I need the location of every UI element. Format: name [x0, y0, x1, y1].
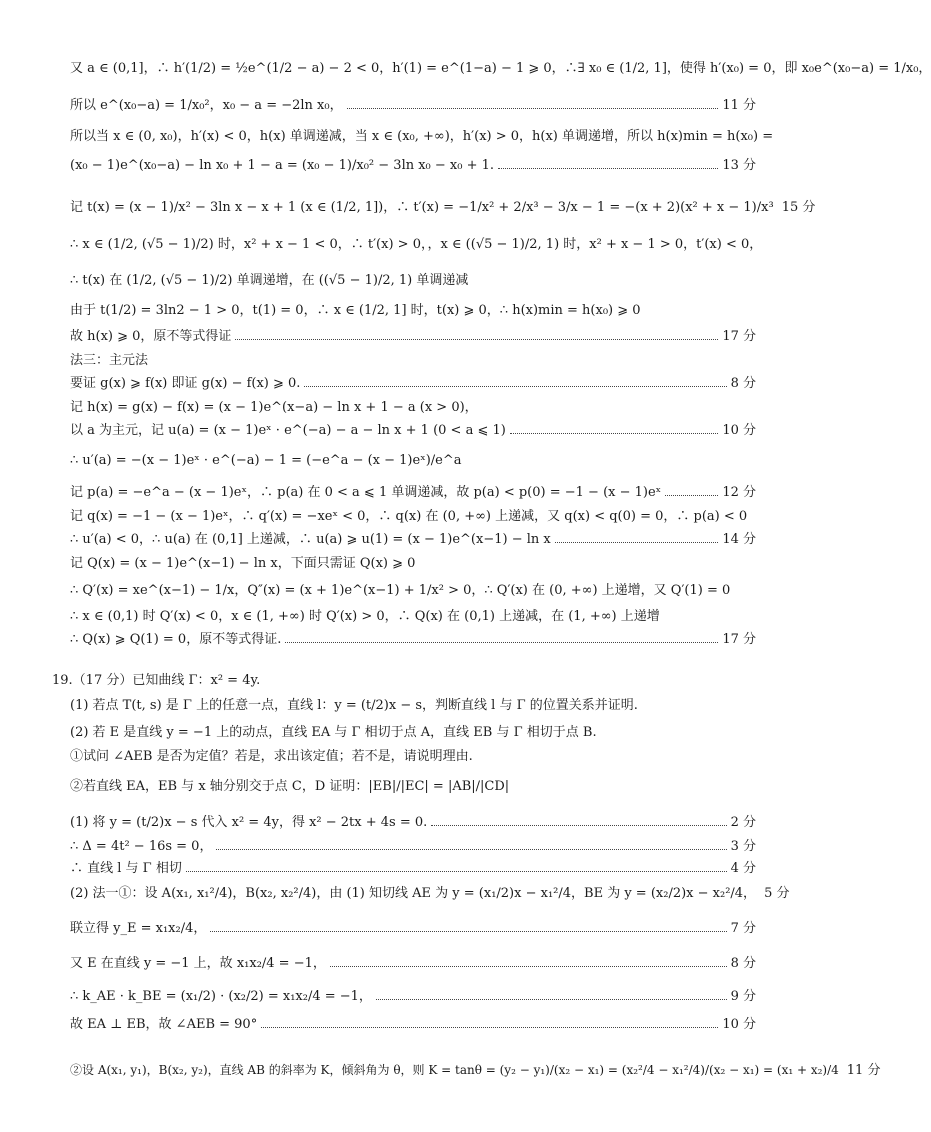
dot-leader: [555, 542, 719, 543]
dot-leader: [285, 642, 718, 643]
line-text: ①试问 ∠AEB 是否为定值？若是，求出该定值；若不是，请说明理由.: [70, 749, 473, 764]
line-text: 又 E 在直线 y = −1 上，故 x₁x₂/4 = −1，: [70, 956, 326, 971]
score-mark: 10 分: [722, 1017, 756, 1032]
solution-line: [70, 885, 790, 902]
line-text: ②设 A(x₁, y₁)，B(x₂, y₂)，直线 AB 的斜率为 K，倾斜角为 θ，则 K = tanθ = (y₂ − y₁)/(x₂ − x₁) = (x₂²/4 − x₁²/4)/(x₂ − x₁) = (x₁ + x₂)/4: [70, 1063, 839, 1077]
score-mark: 4 分: [730, 861, 756, 876]
score-mark: 15 分: [781, 200, 816, 215]
problem-heading: [52, 672, 756, 689]
solution-line: [70, 920, 756, 937]
dot-leader: [235, 339, 718, 340]
problem-title: 19.（17 分）已知曲线 Γ：x² = 4y.: [52, 673, 261, 688]
dot-leader: [347, 108, 719, 109]
score-mark: 11 分: [722, 98, 756, 113]
line-text: 由于 t(1/2) = 3ln2 − 1 > 0，t(1) = 0，∴ x ∈ (1/2, 1] 时，t(x) ⩾ 0，∴ h(x)min = h(x₀) ⩾ 0: [70, 303, 641, 318]
score-mark: 17 分: [722, 632, 756, 647]
dot-leader: [330, 966, 727, 967]
dot-leader: [510, 433, 718, 434]
line-text: ∴ t(x) 在 (1/2, (√5 − 1)/2) 单调递增，在 ((√5 − 1)/2, 1) 单调递减: [70, 273, 469, 288]
solution-line: [70, 399, 756, 416]
score-mark: 5 分: [764, 886, 790, 901]
line-text: 联立得 y_E = x₁x₂/4，: [70, 921, 207, 936]
line-text: (2) 法一①：设 A(x₁, x₁²/4)，B(x₂, x₂²/4)，由 (1) 知切线 AE 为 y = (x₁/2)x − x₁²/4，BE 为 y = (x₂/2)x − x₂²/4，: [70, 886, 757, 901]
solution-line: [70, 236, 763, 253]
score-mark: 12 分: [722, 485, 756, 500]
line-text: 又 a ∈ (0,1]，∴ h′(1/2) = ½e^(1/2 − a) − 2 < 0，h′(1) = e^(1−a) − 1 ⩾ 0，∴∃ x₀ ∈ (1/2, 1]，使得 h′(x₀) = 0，即 x₀e^(x₀−a) = 1/x₀，: [70, 61, 931, 76]
line-text: (x₀ − 1)e^(x₀−a) − ln x₀ + 1 − a = (x₀ − 1)/x₀² − 3ln x₀ − x₀ + 1.: [70, 158, 495, 173]
score-mark: 8 分: [730, 376, 756, 391]
solution-line: [70, 128, 774, 145]
line-text: 要证 g(x) ⩾ f(x) 即证 g(x) − f(x) ⩾ 0.: [70, 376, 301, 391]
line-text: 记 t(x) = (x − 1)/x² − 3ln x − x + 1 (x ∈ (1/2, 1])，∴ t′(x) = −1/x² + 2/x³ − 3/x − 1 = −(x + 2)(x² + x − 1)/x³: [70, 200, 774, 215]
solution-line: [70, 508, 756, 525]
line-text: ∴ x ∈ (1/2, (√5 − 1)/2) 时，x² + x − 1 < 0，∴ t′(x) > 0，，x ∈ ((√5 − 1)/2, 1) 时，x² + x − 1 > 0，t′(x) < 0，: [70, 237, 763, 252]
dot-leader: [376, 999, 727, 1000]
line-text: ∴ k_AE · k_BE = (x₁/2) · (x₂/2) = x₁x₂/4 = −1，: [70, 989, 372, 1004]
dot-leader: [665, 495, 718, 496]
score-mark: 2 分: [730, 815, 756, 830]
dot-leader: [210, 931, 726, 932]
solution-line: [70, 97, 756, 114]
solution-line: [70, 452, 756, 469]
dot-leader: [498, 168, 718, 169]
line-text: 记 q(x) = −1 − (x − 1)eˣ，∴ q′(x) = −xeˣ < 0，∴ q(x) 在 (0, +∞) 上递减，又 q(x) < q(0) = 0，∴ p(a) < 0: [70, 509, 748, 524]
solution-line: [70, 60, 931, 77]
solution-line: [70, 352, 756, 369]
line-text: 以 a 为主元，记 u(a) = (x − 1)eˣ · e^(−a) − a − ln x + 1 (0 < a ⩽ 1): [70, 423, 506, 438]
line-text: 记 p(a) = −e^a − (x − 1)eˣ，∴ p(a) 在 0 < a ⩽ 1 单调递减，故 p(a) < p(0) = −1 − (x − 1)eˣ: [70, 485, 662, 500]
line-text: (1) 若点 T(t, s) 是 Γ 上的任意一点，直线 l：y = (t/2)x − s，判断直线 l 与 Γ 的位置关系并证明.: [70, 698, 638, 713]
score-mark: 3 分: [730, 839, 756, 854]
solution-line: [70, 1062, 881, 1079]
line-text: ∴ Q′(x) = xe^(x−1) − 1/x，Q″(x) = (x + 1)e^(x−1) + 1/x² > 0，∴ Q′(x) 在 (0, +∞) 上递增，又 Q′(1) = 0: [70, 583, 731, 598]
solution-line: [70, 531, 756, 548]
solution-line: [70, 838, 756, 855]
line-text: (2) 若 E 是直线 y = −1 上的动点，直线 EA 与 Γ 相切于点 A，直线 EB 与 Γ 相切于点 B.: [70, 725, 597, 740]
dot-leader: [261, 1027, 718, 1028]
line-text: (1) 将 y = (t/2)x − s 代入 x² = 4y，得 x² − 2tx + 4s = 0.: [70, 815, 428, 830]
problem-line: [70, 778, 756, 795]
line-text: ∴ u′(a) < 0，∴ u(a) 在 (0,1] 上递减，∴ u(a) ⩾ u(1) = (x − 1)e^(x−1) − ln x: [70, 532, 551, 547]
score-mark: 11 分: [846, 1063, 881, 1078]
solution-line: [70, 631, 756, 648]
line-text: 所以 e^(x₀−a) = 1/x₀²，x₀ − a = −2ln x₀，: [70, 98, 343, 113]
solution-line: [70, 860, 756, 877]
score-mark: 14 分: [722, 532, 756, 547]
line-text: ②若直线 EA，EB 与 x 轴分别交于点 C，D 证明：|EB|/|EC| = |AB|/|CD|: [70, 779, 510, 794]
solution-line: [70, 582, 756, 599]
solution-line: [70, 1016, 756, 1033]
line-text: 所以当 x ∈ (0, x₀)，h′(x) < 0，h(x) 单调递减，当 x ∈ (x₀, +∞)，h′(x) > 0，h(x) 单调递增，所以 h(x)min = h(x₀) =: [70, 129, 774, 144]
line-text: ∴ u′(a) = −(x − 1)eˣ · e^(−a) − 1 = (−e^a − (x − 1)eˣ)/e^a: [70, 453, 462, 468]
solution-line: [70, 199, 816, 216]
problem-line: [70, 748, 756, 765]
line-text: 故 h(x) ⩾ 0，原不等式得证: [70, 329, 232, 344]
method-heading: 法三：主元法: [70, 353, 149, 368]
solution-line: [70, 302, 756, 319]
solution-line: [70, 328, 756, 345]
score-mark: 9 分: [730, 989, 756, 1004]
solution-line: [70, 375, 756, 392]
line-text: 故 EA ⊥ EB，故 ∠AEB = 90°: [70, 1017, 258, 1032]
solution-line: [70, 555, 756, 572]
score-mark: 13 分: [722, 158, 756, 173]
dot-leader: [431, 825, 726, 826]
problem-line: [70, 697, 756, 714]
dot-leader: [186, 871, 727, 872]
solution-line: [70, 814, 756, 831]
solution-line: [70, 484, 756, 501]
score-mark: 17 分: [722, 329, 756, 344]
score-mark: 7 分: [730, 921, 756, 936]
solution-line: [70, 422, 756, 439]
solution-line: [70, 157, 756, 174]
problem-line: [70, 724, 756, 741]
line-text: 记 Q(x) = (x − 1)e^(x−1) − ln x，下面只需证 Q(x) ⩾ 0: [70, 556, 416, 571]
line-text: ∴ Δ = 4t² − 16s = 0，: [70, 839, 213, 854]
solution-line: [70, 272, 756, 289]
dot-leader: [216, 849, 726, 850]
line-text: ∴ 直线 l 与 Γ 相切: [70, 861, 182, 876]
solution-line: [70, 988, 756, 1005]
line-text: ∴ Q(x) ⩾ Q(1) = 0，原不等式得证.: [70, 632, 282, 647]
solution-line: [70, 955, 756, 972]
dot-leader: [304, 386, 726, 387]
solution-line: [70, 608, 756, 625]
score-mark: 8 分: [730, 956, 756, 971]
score-mark: 10 分: [722, 423, 756, 438]
line-text: ∴ x ∈ (0,1) 时 Q′(x) < 0，x ∈ (1, +∞) 时 Q′(x) > 0，∴ Q(x) 在 (0,1) 上递减，在 (1, +∞) 上递增: [70, 609, 660, 624]
line-text: 记 h(x) = g(x) − f(x) = (x − 1)e^(x−a) − ln x + 1 − a (x > 0)，: [70, 400, 478, 415]
